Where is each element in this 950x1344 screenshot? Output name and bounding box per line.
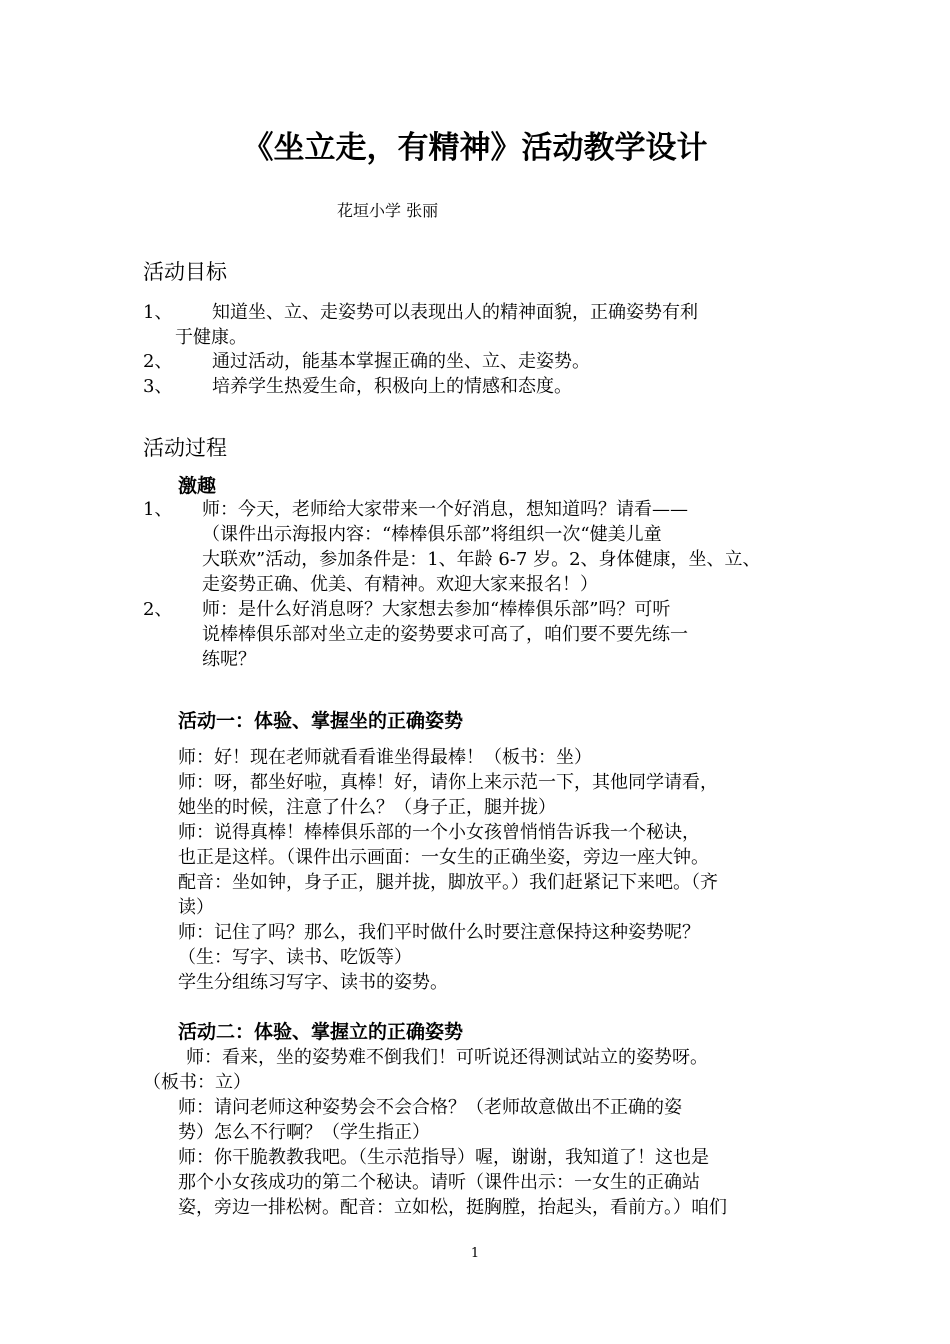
goal-text-1-line-1: 知道坐、立、走姿势可以表现出人的精神面貌，正确姿势有利 (212, 302, 698, 323)
process-number-2: 2、 (143, 599, 173, 620)
process-text-2-line-1: 师：是什么好消息呀？大家想去参加“棒棒俱乐部”吗？可听 (202, 599, 671, 620)
activity2-first-line: 师：看来，坐的姿势难不倒我们！可听说还得测试站立的姿势呀。 (186, 1047, 708, 1068)
process-text-1-line-3: 大联欢”活动，参加条件是：1、年龄 6-7 岁。2、身体健康，坐、立、 (202, 549, 761, 570)
activity2-line-5: 姿，旁边一排松树。配音：立如松，挺胸膛，抬起头，看前方。）咱们 (178, 1197, 727, 1218)
goal-text-3: 培养学生热爱生命，积极向上的情感和态度。 (212, 376, 572, 397)
activity2-line-4: 那个小女孩成功的第二个秘诀。请听（课件出示：一女生的正确站 (178, 1172, 700, 1193)
activity1-line-7: 读） (178, 897, 214, 918)
process-text-2-line-3: 练呢？ (202, 649, 256, 670)
goal-number-3: 3、 (143, 376, 173, 397)
activity1-line-2: 师：呀，都坐好啦，真棒！好，请你上来示范一下，其他同学请看， (178, 772, 718, 793)
activity2-second-line: （板书：立） (143, 1072, 251, 1093)
activity2-line-2: 势）怎么不行啊？（学生指正） (178, 1122, 430, 1143)
activity1-line-5: 也正是这样。（课件出示画面：一女生的正确坐姿，旁边一座大钟。 (178, 847, 709, 868)
goal-text-1-line-2: 于健康。 (175, 327, 247, 348)
activity2-heading: 活动二：体验、掌握立的正确姿势 (178, 1021, 464, 1043)
activity1-line-8: 师：记住了吗？那么，我们平时做什么时要注意保持这种姿势呢？ (178, 922, 700, 943)
document-title: 《坐立走，有精神》活动教学设计 (242, 130, 708, 166)
author-line: 花垣小学 张丽 (337, 201, 439, 220)
goal-text-2: 通过活动，能基本掌握正确的坐、立、走姿势。 (212, 351, 590, 372)
activity1-line-3: 她坐的时候，注意了什么？（身子正，腿并拢） (178, 797, 556, 818)
activity1-line-9: （生：写字、读书、吃饭等） (178, 947, 412, 968)
activity1-heading: 活动一：体验、掌握坐的正确姿势 (178, 710, 464, 732)
process-heading: 活动过程 (143, 436, 227, 460)
goal-number-1: 1、 (143, 302, 173, 323)
process-text-1-line-1: 师：今天，老师给大家带来一个好消息，想知道吗？请看—— (202, 499, 688, 520)
process-subheading: 激趣 (178, 475, 217, 497)
activity1-line-10: 学生分组练习写字、读书的姿势。 (178, 972, 448, 993)
process-text-2-line-2: 说棒棒俱乐部对坐立走的姿势要求可高了，咱们要不要先练一 (202, 624, 688, 645)
activity2-line-1: 师：请问老师这种姿势会不会合格？（老师故意做出不正确的姿 (178, 1097, 682, 1118)
process-text-1-line-2: （课件出示海报内容：“棒棒俱乐部”将组织一次“健美儿童 (202, 524, 662, 545)
process-text-1-line-4: 走姿势正确、优美、有精神。欢迎大家来报名！） (202, 574, 598, 595)
page-number: 1 (470, 1246, 480, 1261)
activity1-line-4: 师：说得真棒！棒棒俱乐部的一个小女孩曾悄悄告诉我一个秘诀， (178, 822, 700, 843)
goals-heading: 活动目标 (143, 260, 227, 284)
activity2-line-3: 师：你干脆教教我吧。（生示范指导）喔，谢谢，我知道了！这也是 (178, 1147, 709, 1168)
activity1-line-6: 配音：坐如钟，身子正，腿并拢，脚放平。）我们赶紧记下来吧。（齐 (178, 872, 718, 893)
process-number-1: 1、 (143, 499, 173, 520)
activity1-line-1: 师：好！现在老师就看看谁坐得最棒！（板书：坐） (178, 747, 592, 768)
goal-number-2: 2、 (143, 351, 173, 372)
